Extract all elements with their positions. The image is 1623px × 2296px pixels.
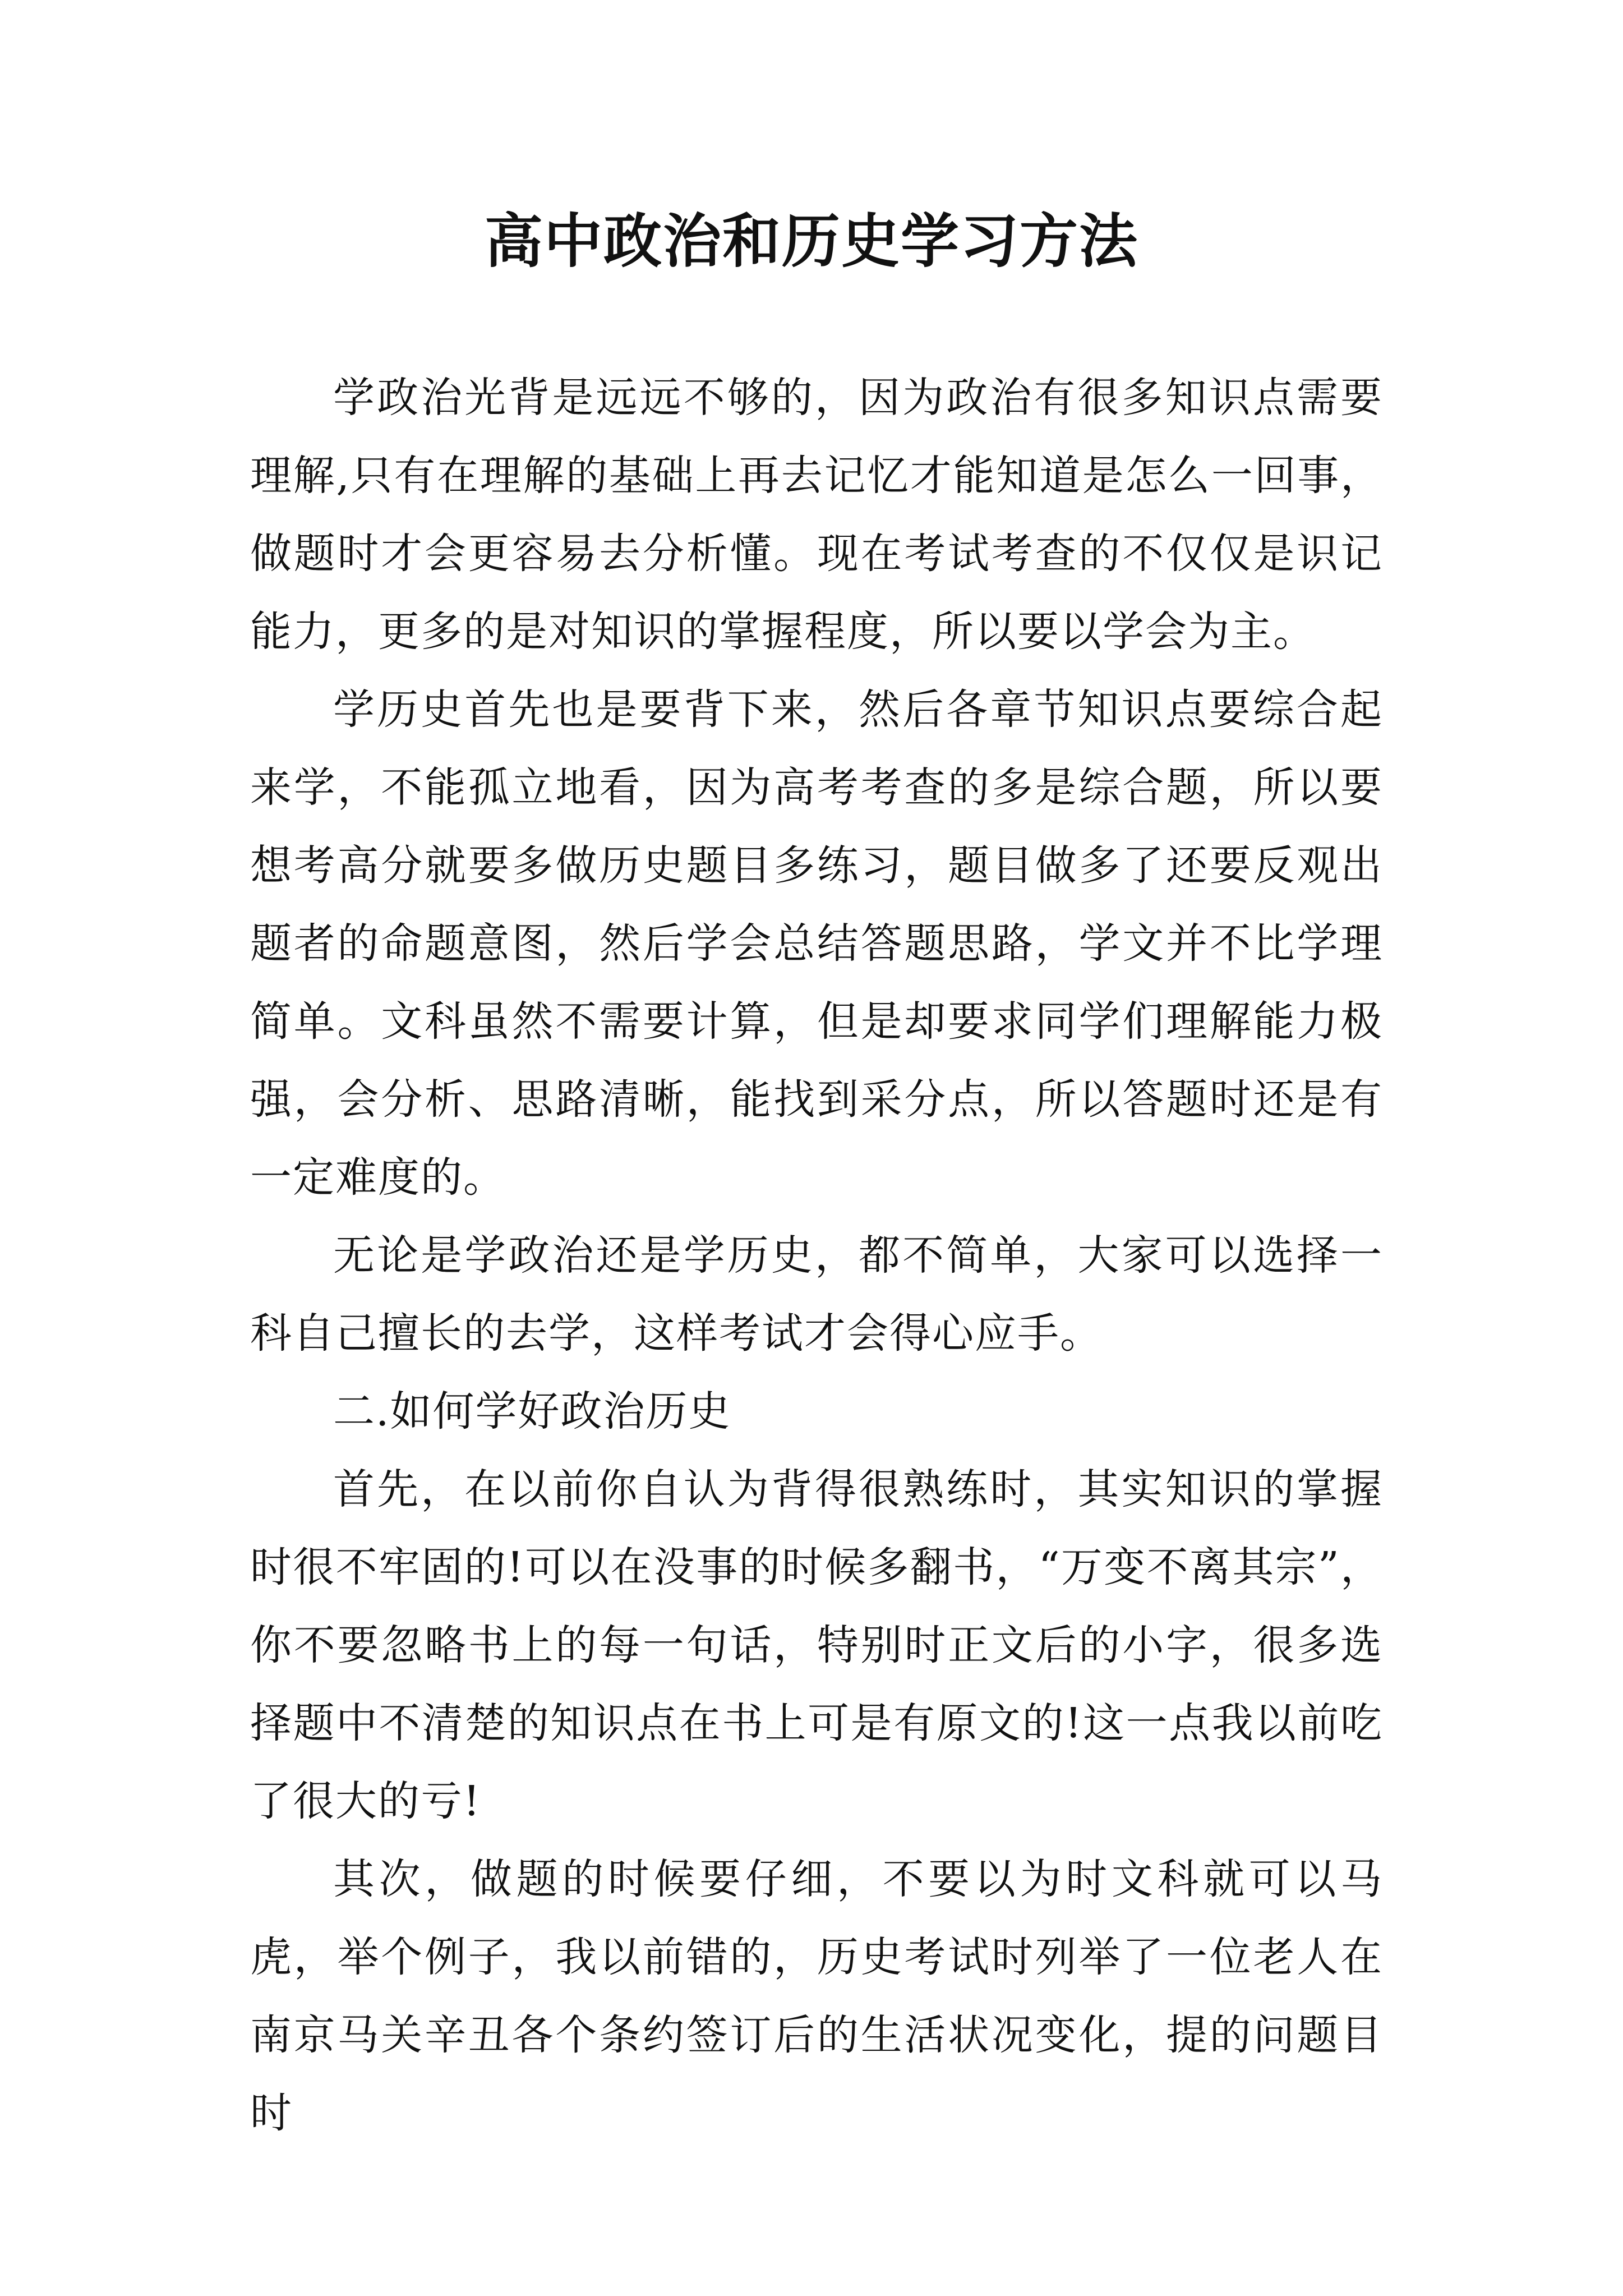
paragraph-summary: 无论是学政治还是学历史，都不简单，大家可以选择一科自己擅长的去学，这样考试才会得心应手。 (250, 1231, 1383, 1358)
section-heading: 二.如何学好政治历史 (333, 1387, 731, 1435)
document-title: 高中政治和历史学习方法 (484, 206, 1138, 275)
paragraph-politics: 学政治光背是远远不够的，因为政治有很多知识点需要理解,只有在理解的基础上再去记忆才能知道是怎么一回事，做题时才会更容易去分析懂。现在考试考查的不仅仅是识记能力，更多的是对知识的掌握程度，所以要以学会为主。 (250, 374, 1383, 656)
paragraph-history: 学历史首先也是要背下来，然后各章节知识点要综合起来学，不能孤立地看，因为高考考查的多是综合题，所以要想考高分就要多做历史题目多练习，题目做多了还要反观出题者的命题意图，然后学会总结答题思路，学文并不比学理简单。文科虽然不需要计算，但是却要求同学们理解能力极强，会分析、思路清晰，能找到采分点，所以答题时还是有一定难度的。 (250, 685, 1383, 1202)
document-body (250, 359, 1383, 2152)
paragraph-first-tip: 首先，在以前你自认为背得很熟练时，其实知识的掌握时很不牢固的!可以在没事的时候多翻书，“万变不离其宗”，你不要忽略书上的每一句话，特别时正文后的小字，很多选择题中不清楚的知识点在书上可是有原文的!这一点我以前吃了很大的亏! (250, 1465, 1383, 1825)
paragraph-second-tip: 其次，做题的时候要仔细，不要以为时文科就可以马虎，举个例子，我以前错的，历史考试时列举了一位老人在南京马关辛丑各个条约签订后的生活状况变化，提的问题目时 (250, 1855, 1383, 2137)
